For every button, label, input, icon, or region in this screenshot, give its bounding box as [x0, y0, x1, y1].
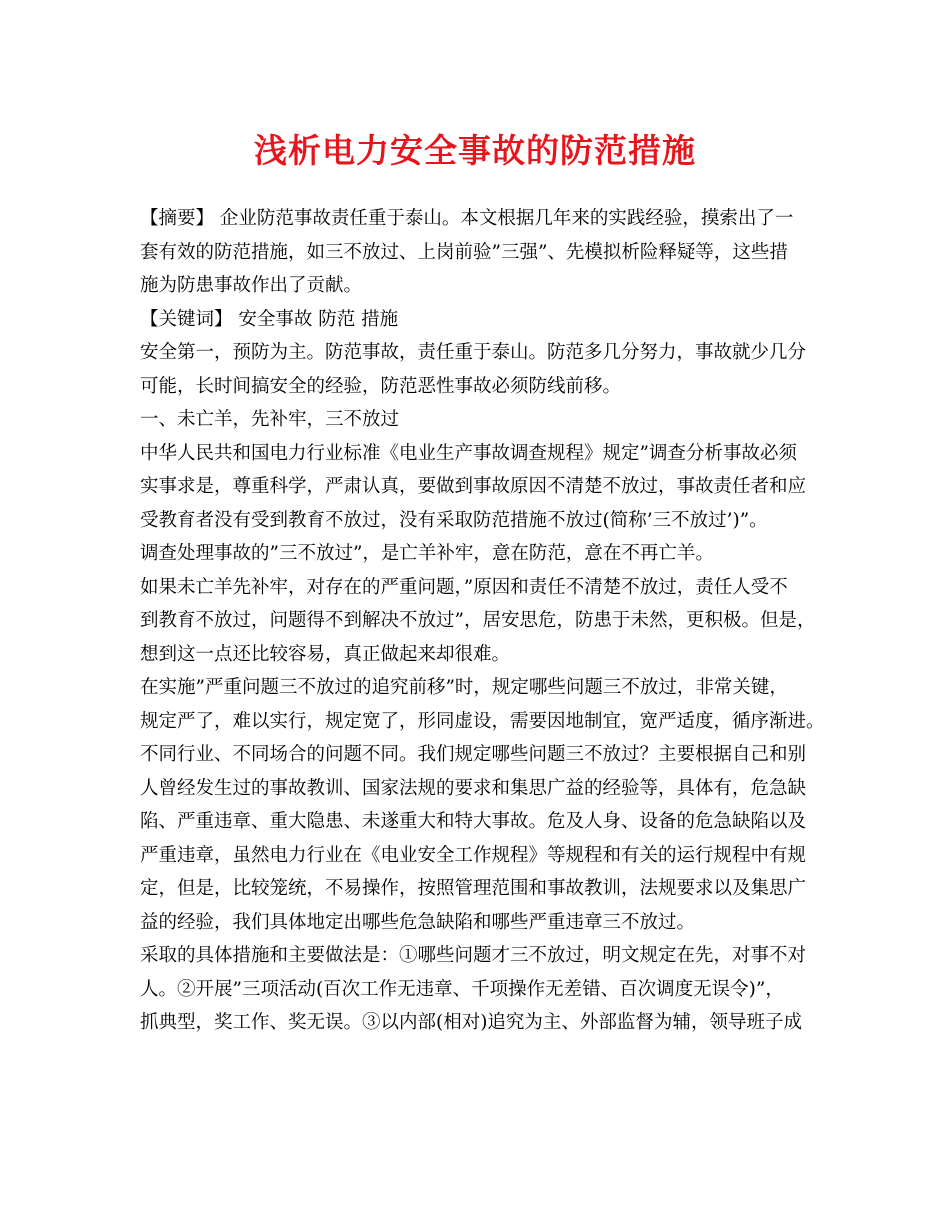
body-text-line: 采取的具体措施和主要做法是：①哪些问题才三不放过，明文规定在先，对事不对	[140, 945, 807, 966]
body-text-line: 一、未亡羊，先补牢，三不放过	[140, 409, 400, 430]
body-text-line: 如果未亡羊先补牢，对存在的严重问题，”原因和责任不清楚不放过，责任人受不	[140, 576, 788, 598]
body-text-line: 调查处理事故的”三不放过”，是亡羊补牢，意在防范，意在不再亡羊。	[140, 543, 714, 564]
document-body	[140, 202, 825, 1040]
body-text-line: 定，但是，比较笼统，不易操作，按照管理范围和事故教训，法规要求以及集思广	[140, 878, 807, 899]
body-text-line: 到教育不放过，问题得不到解决不放过”，居安思危，防患于未然，更积极。但是，	[140, 610, 816, 631]
body-text-line: 益的经验，我们具体地定出哪些危急缺陷和哪些严重违章三不放过。	[140, 911, 696, 933]
body-text-line: 陷、严重违章、重大隐患、未遂重大和特大事故。危及人身、设备的危急缺陷以及	[140, 811, 807, 832]
body-text-line: 抓典型，奖工作、奖无误。③以内部(相对)追究为主、外部监督为辅，领导班子成	[140, 1012, 802, 1033]
body-text-line: 【关键词】 安全事故 防范 措施	[140, 308, 399, 330]
body-text-line: 中华人民共和国电力行业标准《电业生产事故调查规程》规定”调查分析事故必须	[140, 442, 797, 464]
body-text-line: 【摘要】 企业防范事故责任重于泰山。本文根据几年来的实践经验，摸索出了一	[140, 208, 794, 229]
body-text-line: 受教育者没有受到教育不放过，没有采取防范措施不放过(简称’三不放过’)”。	[140, 509, 768, 531]
body-text-line: 套有效的防范措施，如三不放过、上岗前验”三强”、先模拟析险释疑等，这些措	[140, 241, 788, 263]
body-text-line: 实事求是，尊重科学，严肃认真，要做到事故原因不清楚不放过，事故责任者和应	[140, 476, 807, 497]
body-text-line: 严重违章，虽然电力行业在《电业安全工作规程》等规程和有关的运行规程中有规	[140, 844, 807, 866]
document-title: 浅析电力安全事故的防范措施	[254, 131, 696, 170]
body-text-line: 安全第一，预防为主。防范事故，责任重于泰山。防范多几分努力，事故就少几分	[140, 342, 807, 363]
body-text-line: 人。②开展”三项活动(百次工作无违章、千项操作无差错、百次调度无误令)”，	[140, 978, 784, 1000]
body-text-line: 可能，长时间搞安全的经验，防范恶性事故必须防线前移。	[140, 375, 622, 397]
body-text-line: 想到这一点还比较容易，真正做起来却很难。	[140, 643, 511, 665]
body-text-line: 不同行业、不同场合的问题不同。我们规定哪些问题三不放过？主要根据自己和别	[140, 744, 807, 765]
body-text-line: 人曾经发生过的事故教训、国家法规的要求和集思广益的经验等，具体有，危急缺	[140, 777, 807, 799]
body-text-line: 规定严了，难以实行，规定宽了，形同虚设，需要因地制宜，宽严适度，循序渐进。	[140, 710, 825, 732]
body-text-line: 施为防患事故作出了贡献。	[140, 275, 363, 296]
body-text-line: 在实施”严重问题三不放过的追究前移”时，规定哪些问题三不放过，非常关键，	[140, 677, 788, 698]
